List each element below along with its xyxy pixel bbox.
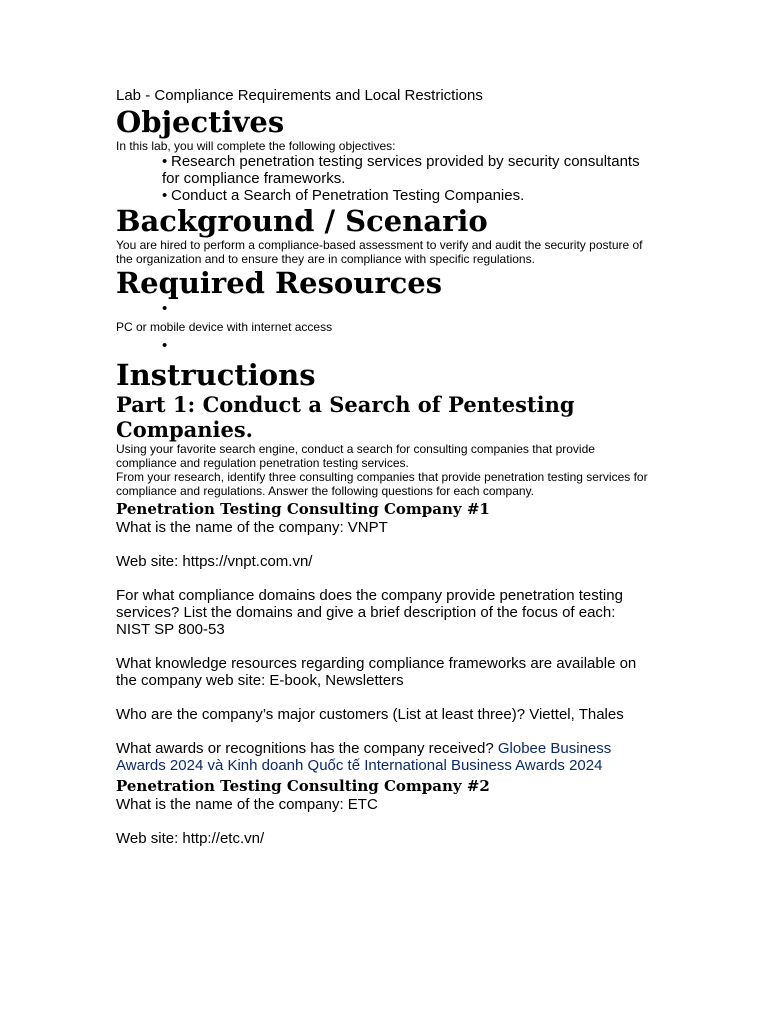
objectives-intro: In this lab, you will complete the following objectives: xyxy=(116,139,396,153)
instructions-para-2: From your research, identify three consulting companies that provide penetration testing services for compliance and regulations. Answer the following questions for each company. xyxy=(116,470,648,498)
company-1-resources: What knowledge resources regarding compliance frameworks are available on the company web site: E-book, Newsletters xyxy=(116,655,637,689)
company-1-domains-question: For what compliance domains does the company provide penetration testing services? List the domains and give a brief description of the focus of each: xyxy=(116,587,623,621)
objectives-list xyxy=(116,153,656,204)
company-1-awards-answer: Globee Business Awards 2024 và Kinh doanh Quốc tế International Business Awards 2024 xyxy=(116,740,612,774)
list-item: • Conduct a Search of Penetration Testing Companies. xyxy=(162,187,525,204)
company-2-website: Web site: http://etc.vn/ xyxy=(116,830,265,847)
part1-heading: Part 1: Conduct a Search of Pentesting Companies. xyxy=(116,392,575,442)
bullet-icon: • xyxy=(162,337,168,354)
resources-heading: Required Resources xyxy=(116,266,443,300)
bullet-icon: • xyxy=(162,187,168,204)
bullet-icon: • xyxy=(162,153,168,170)
lab-title: Lab - Compliance Requirements and Local Restrictions xyxy=(116,87,483,104)
objectives-heading: Objectives xyxy=(116,105,285,139)
company-1-heading: Penetration Testing Consulting Company #1 xyxy=(116,500,490,518)
company-1-awards: What awards or recognitions has the company received? Globee Business Awards 2024 và Kinh doanh Quốc tế International Business Awards 2024 xyxy=(116,740,612,774)
empty-bullet xyxy=(116,300,656,317)
document-page xyxy=(116,86,656,847)
company-1-website: Web site: https://vnpt.com.vn/ xyxy=(116,553,313,570)
empty-bullet xyxy=(116,337,656,354)
list-item: • Research penetration testing services provided by security consultants for compliance frameworks. xyxy=(162,153,640,187)
company-1-customers: Who are the company’s major customers (List at least three)? Viettel, Thales xyxy=(116,706,624,723)
background-heading: Background / Scenario xyxy=(116,204,488,238)
company-2-name: What is the name of the company: ETC xyxy=(116,796,378,813)
instructions-para-1: Using your favorite search engine, conduct a search for consulting companies that provide compliance and regulation penetration testing services. xyxy=(116,442,595,470)
background-text: You are hired to perform a compliance-based assessment to verify and audit the security posture of the organization and to ensure they are in compliance with specific regulations. xyxy=(116,238,643,266)
resource-item: PC or mobile device with internet access xyxy=(116,320,333,334)
instructions-heading: Instructions xyxy=(116,358,316,392)
bullet-icon: • xyxy=(162,300,168,317)
company-1-name: What is the name of the company: VNPT xyxy=(116,519,388,536)
company-1-domains-answer: NIST SP 800-53 xyxy=(116,621,225,638)
company-2-heading: Penetration Testing Consulting Company #2 xyxy=(116,777,490,795)
